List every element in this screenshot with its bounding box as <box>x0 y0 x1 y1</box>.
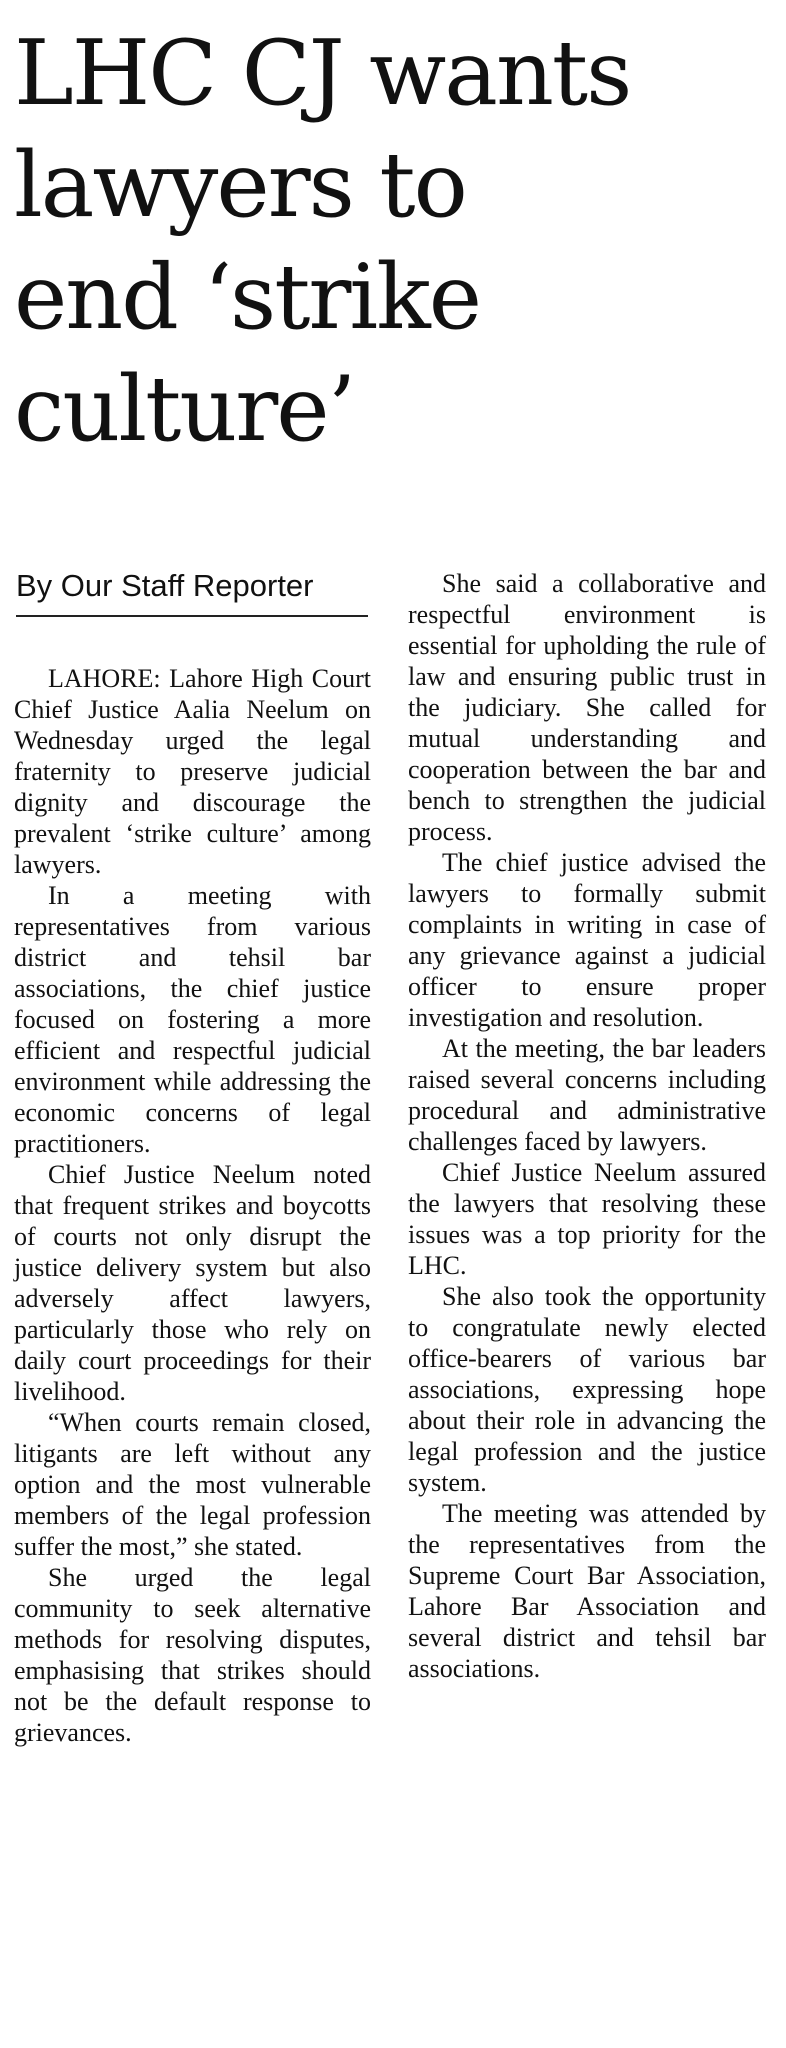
paragraph: LAHORE: Lahore High Court Chief Justice Aalia Neelum on Wednesday urged the legal fraternity to preserve judicial dignity and discourage the prevalent ‘strike culture’ among lawyers. <box>14 664 371 879</box>
paragraph: The meeting was attended by the representatives from the Supreme Court Bar Association, Lahore Bar Association and several district and tehsil bar associations. <box>408 1499 766 1683</box>
headline-line: culture’ <box>14 357 355 462</box>
paragraph: At the meeting, the bar leaders raised several concerns including procedural and administrative challenges faced by lawyers. <box>408 1034 766 1156</box>
headline-line: end ‘strike <box>14 245 481 350</box>
paragraph: She also took the opportunity to congratulate newly elected office-bearers of various bar associations, expressing hope about their role in advancing the legal profession and the justice system. <box>408 1282 766 1497</box>
headline-line: lawyers to <box>14 133 466 238</box>
paragraph: The chief justice advised the lawyers to formally submit complaints in writing in case of any grievance against a judicial officer to ensure proper investigation and resolution. <box>408 848 766 1032</box>
headline-line: LHC CJ wants <box>14 21 631 126</box>
byline: By Our Staff Reporter <box>16 568 314 603</box>
headline <box>14 18 784 466</box>
article-column-left <box>14 663 371 1748</box>
paragraph: She said a collaborative and respectful environment is essential for upholding the rule of law and ensuring public trust in the judiciary. She called for mutual understanding and cooperation between the bar and bench to strengthen the judicial process. <box>408 569 766 846</box>
paragraph: “When courts remain closed, litigants are left without any option and the most vulnerable members of the legal profession suffer the most,” she stated. <box>14 1408 371 1561</box>
paragraph: Chief Justice Neelum noted that frequent strikes and boycotts of courts not only disrupt the justice delivery system but also adversely affect lawyers, particularly those who rely on daily court proceedings for their livelihood. <box>14 1160 371 1406</box>
paragraph: In a meeting with representatives from various district and tehsil bar associations, the chief justice focused on fostering a more efficient and respectful judicial environment while addressing the economic concerns of legal practitioners. <box>14 881 371 1158</box>
paragraph: Chief Justice Neelum assured the lawyers that resolving these issues was a top priority for the LHC. <box>408 1158 766 1280</box>
paragraph: She urged the legal community to seek alternative methods for resolving disputes, emphasising that strikes should not be the default response to grievances. <box>14 1563 371 1747</box>
article-column-right <box>408 568 766 1684</box>
byline-rule <box>16 615 368 617</box>
